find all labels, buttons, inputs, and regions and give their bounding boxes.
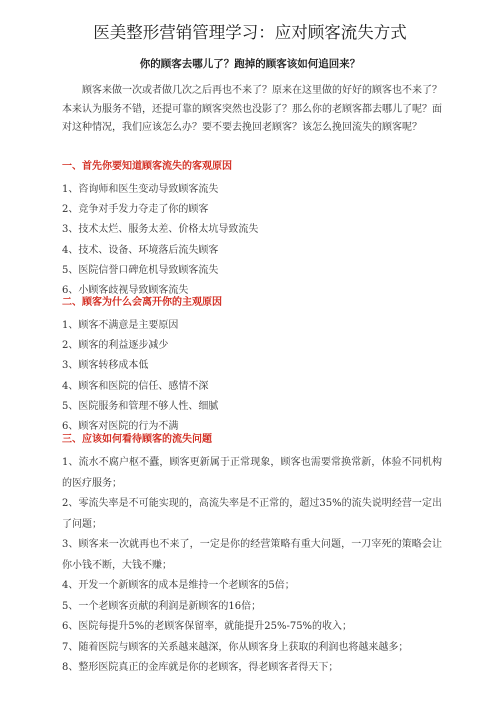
section-subjective-reasons: [62, 296, 442, 437]
list-item: 1、咨询师和医生变动导致顾客流失: [62, 184, 219, 195]
list-item: 4、开发一个新顾客的成本是维持一个老顾客的5倍；: [62, 580, 295, 591]
section-heading: 一、首先你要知道顾客流失的客观原因: [62, 161, 232, 172]
list-item: 3、技术太烂、服务太差、价格太坑导致流失: [62, 224, 259, 236]
list-item: 2、竞争对手发力夺走了你的顾客: [62, 204, 209, 216]
list-item: 1、顾客不满意是主要原因: [62, 320, 179, 331]
list-item: 7、随着医院与顾客的关系越来越深，你从顾客身上获取的利润也将越来越多；: [62, 641, 409, 653]
list-item: 4、技术、设备、环境落后流失顾客: [62, 244, 219, 256]
section-how-to-view-churn: [62, 433, 442, 679]
list-item: 1、流水不腐户枢不蠹，顾客更新属于正常现象，顾客也需要常换常新，体验不同机构的医疗服务；: [62, 457, 442, 489]
list-item: 2、顾客的利益逐步减少: [62, 340, 169, 352]
list-item: 5、医院服务和管理不够人性、细腻: [62, 400, 219, 412]
document-subtitle: 你的顾客去哪儿了？跑掉的顾客该如何追回来？: [139, 58, 361, 70]
document-title: 医美整形营销管理学习：应对顾客流失方式: [93, 23, 407, 42]
list-item: 6、医院每提升5%的老顾客保留率，就能提升25%-75%的收入；: [62, 621, 353, 632]
list-item: 8、整形医院真正的金库就是你的老顾客，得老顾客者得天下；: [62, 662, 339, 673]
section-heading: 三、应该如何看待顾客的流失问题: [62, 434, 212, 445]
list-item: 3、顾客来一次就再也不来了，一定是你的经营策略有重大问题，一刀宰死的策略会让你小钱不断，大钱不赚；: [62, 539, 442, 571]
list-item: 2、零流失率是不可能实现的，高流失率是不正常的，超过35%的流失说明经营一定出了问题；: [62, 498, 442, 530]
list-item: 4、顾客和医院的信任、感情不深: [62, 380, 209, 392]
list-item: 6、小顾客歧视导致顾客流失: [62, 285, 189, 297]
list-item: 6、顾客对医院的行为不满: [62, 421, 179, 433]
list-item: 3、顾客转移成本低: [62, 360, 149, 372]
intro-paragraph: 顾客来做一次或者做几次之后再也不来了？原来在这里做的好好的顾客也不来了？本来认为服务不错，还提可靠的顾客突然也没影了？那么你的老顾客都去哪儿了呢？面对这种情况，我们应该怎么办？要不要去挽回老顾客？该怎么挽回流失的顾客呢？: [62, 85, 442, 133]
section-heading: 二、顾客为什么会离开你的主观原因: [62, 297, 222, 308]
section-objective-reasons: [62, 160, 442, 301]
list-item: 5、医院信誉口碑危机导致顾客流失: [62, 264, 219, 276]
list-item: 5、一个老顾客贡献的利润是新顾客的16倍；: [62, 600, 262, 612]
